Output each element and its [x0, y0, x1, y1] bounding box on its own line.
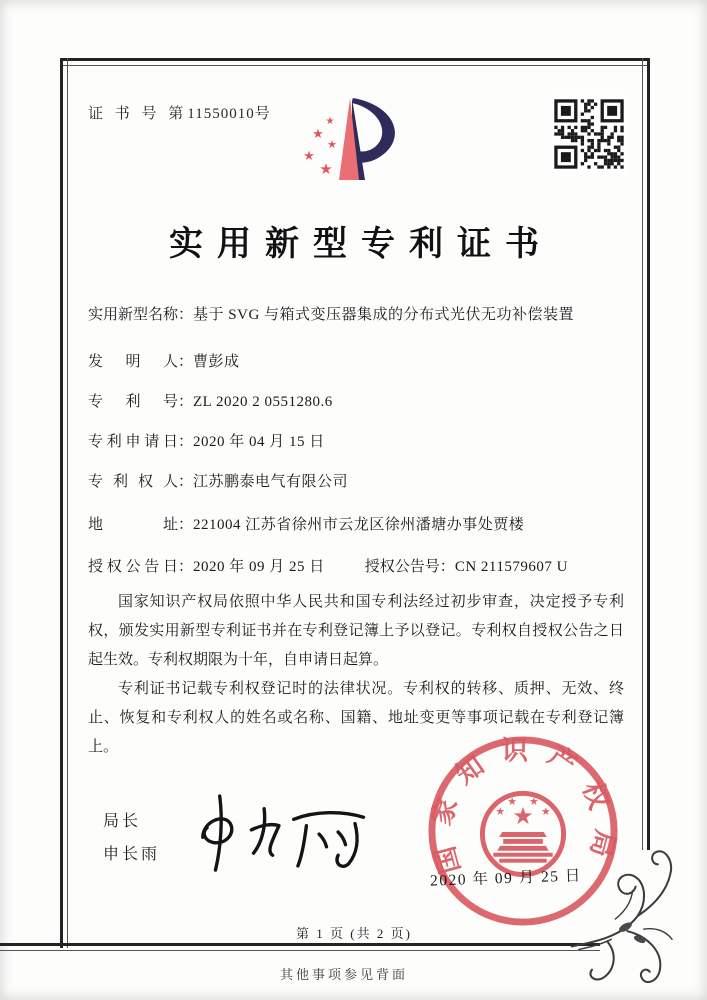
svg-text:★: ★ [327, 138, 337, 151]
field-value: CN 211579607 U [454, 559, 568, 575]
field-row-filing-date: 专利申请日：2020 年 04 月 15 日 [88, 430, 628, 451]
field-label: 发明人 [88, 354, 178, 370]
field-label: 实用新型名称 [88, 307, 179, 323]
certificate-number [88, 102, 274, 123]
svg-text:★: ★ [540, 805, 551, 819]
certificate-number-suffix: 号 [254, 106, 274, 122]
field-value: 2020 年 09 月 25 日 [193, 559, 325, 575]
svg-text:★: ★ [303, 149, 315, 164]
field-row-patent-number: 专利号：ZL 2020 2 0551280.6 [88, 390, 628, 411]
grant-publication-number: 授权公告号：CN 211579607 U [364, 559, 568, 575]
director-title: 局长 [103, 813, 142, 830]
seal-text: 国家知识产权局 [425, 735, 621, 877]
back-side-note: 其他事项参见背面 [280, 967, 409, 982]
frame-right-border [642, 58, 650, 850]
svg-text:★: ★ [512, 802, 534, 831]
field-label: 授权公告号 [364, 559, 440, 575]
svg-text:★: ★ [507, 795, 517, 809]
frame-left-border [60, 58, 68, 948]
field-value: 221004 江苏省徐州市云龙区徐州潘塘办事处贾楼 [193, 517, 525, 533]
field-value: 2020 年 04 月 15 日 [193, 434, 325, 450]
director-name: 申长雨 [103, 846, 161, 863]
paragraph-register-statement: 专利证书记载专利权登记时的法律状况。专利权的转移、质押、无效、终止、恢复和专利权人的姓名或名称、国籍、地址变更等事项记载在专利登记簿上。 [88, 681, 624, 755]
field-value: 曹彭成 [193, 354, 240, 370]
paragraph-grant-statement: 国家知识产权局依照中华人民共和国专利法经过初步审查，决定授予专利权，颁发实用新型专利证书并在专利登记簿上予以登记。专利权自授权公告之日起生效。专利权期限为十年，自申请日起算。 [88, 594, 624, 668]
field-row-name: 实用新型名称：基于 SVG 与箱式变压器集成的分布式光伏无功补偿装置 [88, 303, 628, 324]
svg-text:★: ★ [529, 795, 539, 809]
field-label: 专利号 [88, 394, 178, 410]
frame-bottom-border [0, 943, 600, 951]
field-value: 江苏鹏泰电气有限公司 [193, 474, 349, 490]
frame-top-border [60, 58, 648, 66]
qr-code-icon [551, 94, 627, 174]
field-row-patentee: 专利权人：江苏鹏泰电气有限公司 [88, 470, 628, 491]
field-label: 授权公告日 [88, 559, 178, 575]
field-row-inventor: 发明人：曹彭成 [88, 350, 628, 371]
field-row-address: 地址：221004 江苏省徐州市云龙区徐州潘塘办事处贾楼 [88, 513, 628, 534]
field-label: 专利权人 [88, 474, 178, 490]
field-value: 基于 SVG 与箱式变压器集成的分布式光伏无功补偿装置 [193, 307, 575, 323]
director-signature-icon [188, 788, 373, 876]
field-value: ZL 2020 2 0551280.6 [193, 394, 333, 410]
seal-date: 2020 年 09 月 25 日 [429, 867, 583, 890]
svg-text:★: ★ [312, 127, 324, 142]
corner-flourish-icon [566, 840, 694, 992]
certificate-number-value: 11550010 [187, 106, 255, 122]
certificate-number-prefix: 证 书 号 第 [88, 106, 188, 122]
cnipa-logo-icon [296, 90, 434, 190]
svg-text:★: ★ [495, 805, 506, 819]
svg-text:★: ★ [319, 160, 333, 178]
svg-text:★: ★ [325, 116, 335, 127]
certificate-title: 实用新型专利证书 [169, 226, 553, 263]
field-label: 地址 [88, 517, 178, 533]
field-row-grant-date: 授权公告日：2020 年 09 月 25 日 授权公告号：CN 211579607 U [88, 555, 628, 576]
field-label: 专利申请日 [88, 434, 178, 450]
page-indicator: 第 1 页 (共 2 页) [296, 926, 412, 941]
